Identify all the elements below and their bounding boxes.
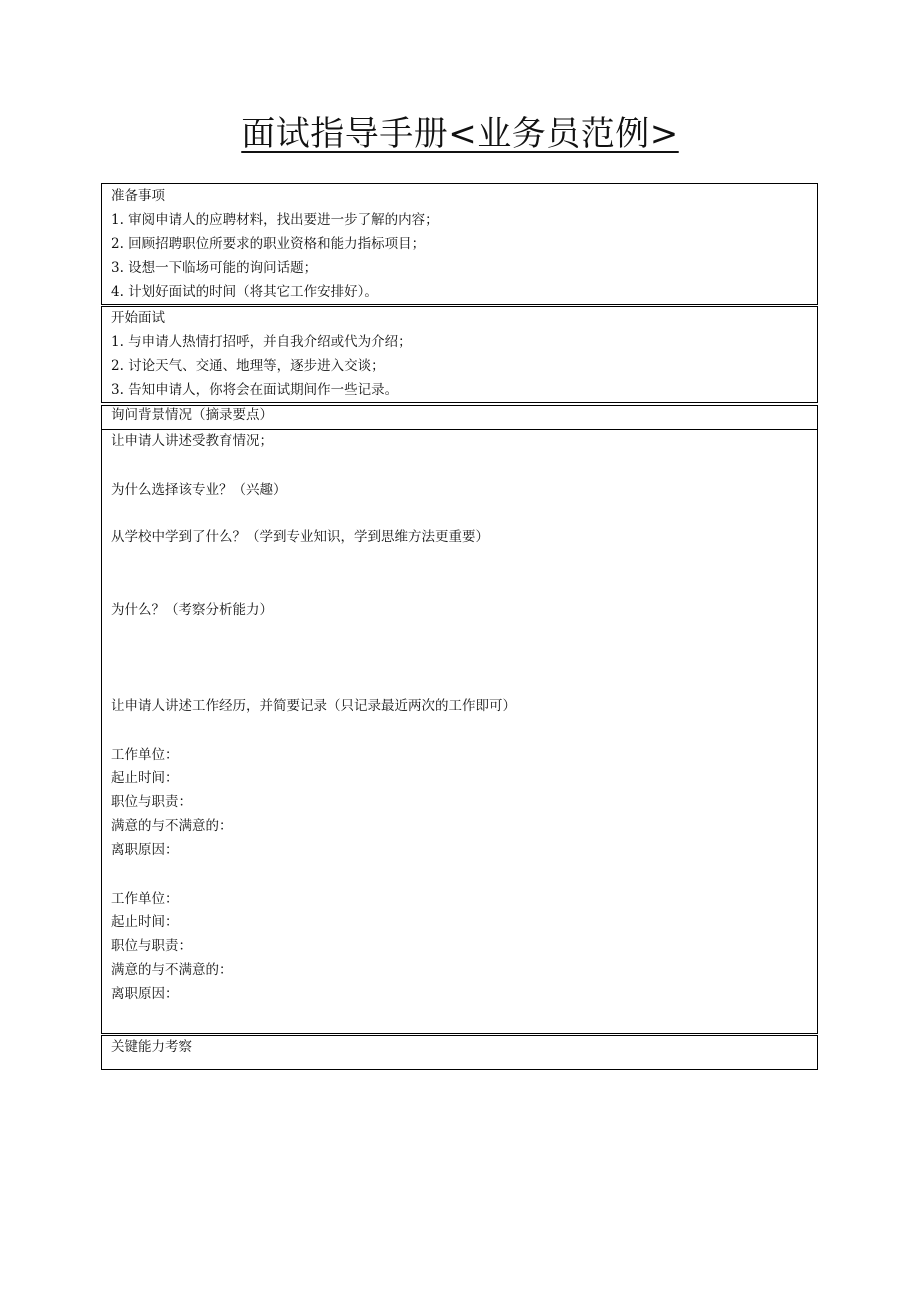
job2-position-label: 职位与职责： (111, 938, 192, 954)
job1-employer-label: 工作单位： (111, 747, 179, 763)
job1-period-label: 起止时间： (111, 770, 179, 786)
job1-position-label: 职位与职责： (111, 794, 192, 810)
start-heading: 开始面试 (111, 310, 165, 326)
why-major-question: 为什么选择该专业？（兴趣） (111, 482, 287, 498)
preparation-item-3: 3. 设想一下临场可能的询问话题； (111, 260, 318, 276)
background-heading-divider (102, 429, 817, 430)
page-title (0, 112, 920, 156)
what-learned-question: 从学校中学到了什么？（学到专业知识，学到思维方法更重要） (111, 529, 489, 545)
background-heading: 询问背景情况（摘录要点） (111, 407, 273, 423)
job1-reason-label: 离职原因： (111, 842, 179, 858)
job2-employer-label: 工作单位： (111, 891, 179, 907)
job2-satisfaction-label: 满意的与不满意的： (111, 962, 233, 978)
background-section (101, 405, 818, 1034)
key-ability-heading: 关键能力考察 (111, 1039, 192, 1055)
job2-period-label: 起止时间： (111, 914, 179, 930)
preparation-item-1: 1. 审阅申请人的应聘材料，找出要进一步了解的内容； (111, 212, 439, 228)
start-item-3: 3. 告知申请人，你将会在面试期间作一些记录。 (111, 382, 399, 398)
job2-reason-label: 离职原因： (111, 986, 179, 1002)
why-question: 为什么？（考察分析能力） (111, 602, 273, 618)
preparation-item-2: 2. 回顾招聘职位所要求的职业资格和能力指标项目； (111, 236, 426, 252)
preparation-heading: 准备事项 (111, 188, 165, 204)
key-ability-section (101, 1035, 818, 1070)
job1-satisfaction-label: 满意的与不满意的： (111, 818, 233, 834)
start-item-2: 2. 讨论天气、交通、地理等，逐步进入交谈； (111, 358, 385, 374)
education-prompt: 让申请人讲述受教育情况； (111, 433, 273, 449)
page-title-text: 面试指导手册<业务员范例> (241, 114, 679, 154)
preparation-section (101, 183, 818, 305)
start-interview-section (101, 306, 818, 403)
preparation-item-4: 4. 计划好面试的时间（将其它工作安排好）。 (111, 284, 378, 300)
work-history-prompt: 让申请人讲述工作经历，并简要记录（只记录最近两次的工作即可） (111, 698, 516, 714)
start-item-1: 1. 与申请人热情打招呼，并自我介绍或代为介绍； (111, 334, 412, 350)
